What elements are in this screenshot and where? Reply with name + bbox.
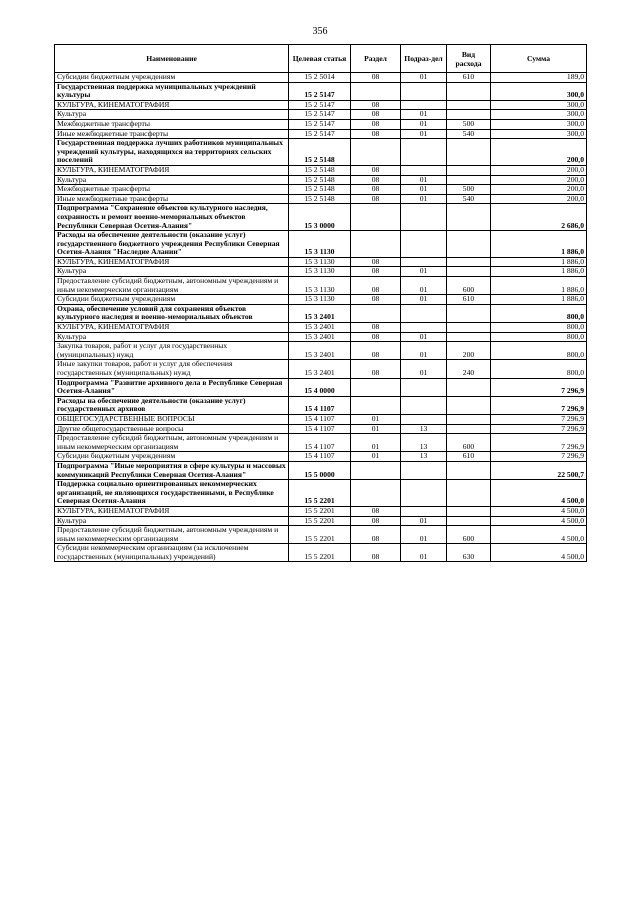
cell-section: 08 [351, 257, 401, 267]
cell-section: 01 [351, 434, 401, 452]
cell-subsection: 01 [401, 526, 447, 544]
cell-target-article: 15 5 2201 [289, 516, 351, 526]
cell-target-article: 15 5 2201 [289, 544, 351, 562]
table-row [55, 506, 587, 516]
cell-subsection [401, 231, 447, 258]
table-row [55, 526, 587, 544]
cell-expense-type [447, 175, 491, 185]
cell-expense-type: 610 [447, 73, 491, 83]
cell-sum: 300,0 [491, 129, 587, 139]
cell-sum: 189,0 [491, 73, 587, 83]
cell-expense-type [447, 165, 491, 175]
cell-subsection [401, 82, 447, 100]
cell-subsection [401, 204, 447, 231]
cell-expense-type [447, 110, 491, 120]
cell-expense-type: 610 [447, 295, 491, 305]
cell-sum: 4 500,0 [491, 526, 587, 544]
cell-name: КУЛЬТУРА, КИНЕМАТОГРАФИЯ [55, 323, 289, 333]
cell-target-article: 15 3 1130 [289, 295, 351, 305]
cell-section [351, 378, 401, 396]
cell-subsection: 01 [401, 110, 447, 120]
cell-section [351, 204, 401, 231]
table-row [55, 204, 587, 231]
cell-section: 08 [351, 323, 401, 333]
header-section: Раздел [351, 45, 401, 73]
cell-section: 08 [351, 175, 401, 185]
cell-name: Предоставление субсидий бюджетным, автономным учреждениям и иным некоммерческим организациям [55, 434, 289, 452]
cell-expense-type: 200 [447, 342, 491, 360]
cell-sum: 200,0 [491, 165, 587, 175]
table-row [55, 185, 587, 195]
cell-subsection [401, 139, 447, 166]
table-row [55, 267, 587, 277]
cell-subsection [401, 480, 447, 507]
cell-section: 01 [351, 424, 401, 434]
table-row [55, 277, 587, 295]
cell-sum: 300,0 [491, 82, 587, 100]
cell-sum: 7 296,9 [491, 396, 587, 414]
cell-expense-type: 600 [447, 526, 491, 544]
cell-target-article: 15 5 2201 [289, 526, 351, 544]
cell-sum: 7 296,9 [491, 452, 587, 462]
cell-name: КУЛЬТУРА, КИНЕМАТОГРАФИЯ [55, 100, 289, 110]
cell-section: 08 [351, 194, 401, 204]
cell-section: 08 [351, 342, 401, 360]
table-row [55, 414, 587, 424]
cell-section: 01 [351, 452, 401, 462]
cell-expense-type [447, 267, 491, 277]
cell-section [351, 480, 401, 507]
cell-expense-type [447, 139, 491, 166]
cell-section: 08 [351, 277, 401, 295]
cell-expense-type [447, 100, 491, 110]
table-header-row [55, 45, 587, 73]
cell-sum: 1 886,0 [491, 267, 587, 277]
header-name: Наименование [55, 45, 289, 73]
cell-subsection [401, 506, 447, 516]
cell-expense-type: 630 [447, 544, 491, 562]
cell-name: Культура [55, 332, 289, 342]
cell-expense-type: 610 [447, 452, 491, 462]
cell-target-article: 15 4 1107 [289, 424, 351, 434]
cell-section: 08 [351, 185, 401, 195]
cell-target-article: 15 2 5148 [289, 139, 351, 166]
cell-subsection: 01 [401, 73, 447, 83]
cell-target-article: 15 4 1107 [289, 452, 351, 462]
table-row [55, 257, 587, 267]
cell-subsection: 01 [401, 544, 447, 562]
cell-name: Расходы на обеспечение деятельности (оказание услуг) государственных архивов [55, 396, 289, 414]
cell-expense-type [447, 506, 491, 516]
cell-target-article: 15 3 2401 [289, 304, 351, 322]
cell-sum: 1 886,0 [491, 231, 587, 258]
cell-section: 08 [351, 165, 401, 175]
cell-name: Предоставление субсидий бюджетным, автономным учреждениям и иным некоммерческим организациям [55, 526, 289, 544]
cell-subsection: 01 [401, 175, 447, 185]
cell-target-article: 15 4 0000 [289, 378, 351, 396]
cell-target-article: 15 5 0000 [289, 461, 351, 479]
cell-subsection: 01 [401, 277, 447, 295]
cell-sum: 300,0 [491, 119, 587, 129]
table-row [55, 342, 587, 360]
cell-expense-type [447, 231, 491, 258]
table-row [55, 231, 587, 258]
header-expense-type: Вид расхода [447, 45, 491, 73]
header-subsection: Подраз-дел [401, 45, 447, 73]
cell-section: 08 [351, 73, 401, 83]
cell-target-article: 15 3 1130 [289, 267, 351, 277]
cell-subsection: 01 [401, 516, 447, 526]
cell-sum: 1 886,0 [491, 277, 587, 295]
cell-expense-type [447, 414, 491, 424]
cell-sum: 800,0 [491, 360, 587, 378]
cell-section: 08 [351, 544, 401, 562]
cell-sum: 22 500,7 [491, 461, 587, 479]
cell-name: Межбюджетные трансферты [55, 185, 289, 195]
cell-target-article: 15 2 5014 [289, 73, 351, 83]
cell-section: 08 [351, 119, 401, 129]
cell-expense-type: 600 [447, 277, 491, 295]
cell-expense-type [447, 424, 491, 434]
cell-name: Культура [55, 516, 289, 526]
table-row [55, 175, 587, 185]
cell-subsection: 13 [401, 424, 447, 434]
header-sum: Сумма [491, 45, 587, 73]
budget-table [54, 44, 587, 562]
table-row [55, 452, 587, 462]
cell-expense-type: 500 [447, 119, 491, 129]
cell-section: 08 [351, 506, 401, 516]
table-row [55, 544, 587, 562]
cell-subsection [401, 323, 447, 333]
table-row [55, 396, 587, 414]
cell-expense-type [447, 516, 491, 526]
table-row [55, 73, 587, 83]
cell-name: Предоставление субсидий бюджетным, автономным учреждениям и иным некоммерческим организациям [55, 277, 289, 295]
cell-target-article: 15 2 5148 [289, 165, 351, 175]
table-row [55, 139, 587, 166]
cell-subsection [401, 414, 447, 424]
cell-expense-type: 540 [447, 194, 491, 204]
cell-subsection [401, 304, 447, 322]
cell-name: Иные закупки товаров, работ и услуг для обеспечения государственных (муниципальных) нужд [55, 360, 289, 378]
cell-expense-type [447, 82, 491, 100]
page-number: 356 [312, 26, 328, 37]
table-row [55, 82, 587, 100]
table-row [55, 165, 587, 175]
cell-target-article: 15 3 1130 [289, 277, 351, 295]
cell-expense-type [447, 461, 491, 479]
cell-subsection: 01 [401, 119, 447, 129]
table-row [55, 516, 587, 526]
cell-sum: 800,0 [491, 332, 587, 342]
cell-subsection: 01 [401, 295, 447, 305]
cell-sum: 7 296,9 [491, 434, 587, 452]
cell-name: Подпрограмма "Сохранение объектов культурного наследия, сохранность и ремонт военно-мемориальных объектов Республики Северная Осетия-Алания" [55, 204, 289, 231]
cell-target-article: 15 2 5148 [289, 194, 351, 204]
cell-target-article: 15 2 5147 [289, 110, 351, 120]
cell-name: Субсидии бюджетным учреждениям [55, 73, 289, 83]
cell-name: Подпрограмма "Иные мероприятия в сфере культуры и массовых коммуникаций Республики Северная Осетия-Алания" [55, 461, 289, 479]
cell-target-article: 15 2 5147 [289, 82, 351, 100]
cell-sum: 1 886,0 [491, 295, 587, 305]
cell-section: 08 [351, 267, 401, 277]
cell-subsection [401, 257, 447, 267]
cell-target-article: 15 2 5147 [289, 119, 351, 129]
cell-subsection: 01 [401, 332, 447, 342]
cell-sum: 7 296,9 [491, 378, 587, 396]
table-row [55, 119, 587, 129]
cell-target-article: 15 4 1107 [289, 414, 351, 424]
table-row [55, 480, 587, 507]
cell-section [351, 396, 401, 414]
cell-target-article: 15 3 0000 [289, 204, 351, 231]
cell-name: Расходы на обеспечение деятельности (оказание услуг) государственного бюджетного учреждения Республики Северная Осетия-Алания "Наследие Алании" [55, 231, 289, 258]
cell-section: 08 [351, 295, 401, 305]
cell-sum: 1 886,0 [491, 257, 587, 267]
cell-sum: 200,0 [491, 194, 587, 204]
table-row [55, 461, 587, 479]
cell-section: 08 [351, 129, 401, 139]
header-target-article: Целевая статья [289, 45, 351, 73]
table-row [55, 194, 587, 204]
cell-target-article: 15 4 1107 [289, 434, 351, 452]
cell-subsection [401, 461, 447, 479]
table-row [55, 129, 587, 139]
cell-target-article: 15 2 5148 [289, 175, 351, 185]
cell-target-article: 15 4 1107 [289, 396, 351, 414]
cell-subsection: 13 [401, 434, 447, 452]
cell-section: 08 [351, 516, 401, 526]
cell-name: КУЛЬТУРА, КИНЕМАТОГРАФИЯ [55, 165, 289, 175]
cell-subsection: 01 [401, 342, 447, 360]
cell-sum: 300,0 [491, 100, 587, 110]
cell-name: Закупка товаров, работ и услуг для государственных (муниципальных) нужд [55, 342, 289, 360]
cell-name: Поддержка социально ориентированных некоммерческих организаций, не являющихся государственными, в Республике Северная Осетия-Алания [55, 480, 289, 507]
cell-section [351, 139, 401, 166]
cell-expense-type: 500 [447, 185, 491, 195]
cell-target-article: 15 3 2401 [289, 360, 351, 378]
cell-name: Субсидии бюджетным учреждениям [55, 295, 289, 305]
cell-subsection [401, 165, 447, 175]
cell-subsection [401, 378, 447, 396]
cell-name: Культура [55, 175, 289, 185]
cell-sum: 7 296,9 [491, 414, 587, 424]
cell-section: 08 [351, 100, 401, 110]
cell-expense-type: 240 [447, 360, 491, 378]
table-row [55, 295, 587, 305]
cell-section [351, 304, 401, 322]
cell-sum: 2 686,0 [491, 204, 587, 231]
table-body [55, 73, 587, 562]
cell-name: Государственная поддержка лучших работников муниципальных учреждений культуры, находящихся на территориях сельских поселений [55, 139, 289, 166]
cell-sum: 800,0 [491, 304, 587, 322]
table-row [55, 434, 587, 452]
table-row [55, 378, 587, 396]
table-row [55, 323, 587, 333]
cell-expense-type [447, 480, 491, 507]
cell-name: Субсидии некоммерческим организациям (за исключением государственных (муниципальных) учреждений) [55, 544, 289, 562]
cell-section: 08 [351, 332, 401, 342]
cell-section: 08 [351, 110, 401, 120]
cell-name: Охрана, обеспечение условий для сохранения объектов культурного наследия и военно-мемориальных объектов [55, 304, 289, 322]
cell-name: Межбюджетные трансферты [55, 119, 289, 129]
cell-sum: 4 500,0 [491, 516, 587, 526]
cell-expense-type [447, 257, 491, 267]
table-row [55, 360, 587, 378]
cell-expense-type: 540 [447, 129, 491, 139]
cell-section: 08 [351, 360, 401, 378]
cell-target-article: 15 3 2401 [289, 342, 351, 360]
cell-subsection [401, 396, 447, 414]
cell-section [351, 231, 401, 258]
table-row [55, 304, 587, 322]
cell-expense-type [447, 323, 491, 333]
cell-target-article: 15 3 1130 [289, 257, 351, 267]
cell-name: Другие общегосударственные вопросы [55, 424, 289, 434]
cell-name: Подпрограмма "Развитие архивного дела в Республике Северная Осетия-Алания" [55, 378, 289, 396]
cell-name: КУЛЬТУРА, КИНЕМАТОГРАФИЯ [55, 506, 289, 516]
cell-target-article: 15 2 5147 [289, 100, 351, 110]
cell-subsection: 01 [401, 185, 447, 195]
cell-sum: 300,0 [491, 110, 587, 120]
cell-target-article: 15 2 5147 [289, 129, 351, 139]
cell-name: Субсидии бюджетным учреждениям [55, 452, 289, 462]
cell-sum: 4 500,0 [491, 480, 587, 507]
cell-expense-type [447, 396, 491, 414]
cell-name: Иные межбюджетные трансферты [55, 194, 289, 204]
cell-expense-type [447, 204, 491, 231]
cell-section [351, 461, 401, 479]
cell-name: Культура [55, 267, 289, 277]
cell-subsection: 01 [401, 194, 447, 204]
cell-subsection: 01 [401, 129, 447, 139]
cell-target-article: 15 2 5148 [289, 185, 351, 195]
cell-sum: 4 500,0 [491, 506, 587, 516]
cell-subsection: 01 [401, 267, 447, 277]
table-row [55, 424, 587, 434]
cell-name: Культура [55, 110, 289, 120]
cell-target-article: 15 3 1130 [289, 231, 351, 258]
cell-subsection: 13 [401, 452, 447, 462]
table-row [55, 100, 587, 110]
cell-name: Иные межбюджетные трансферты [55, 129, 289, 139]
cell-section [351, 82, 401, 100]
cell-target-article: 15 3 2401 [289, 323, 351, 333]
cell-sum: 7 296,9 [491, 424, 587, 434]
cell-target-article: 15 5 2201 [289, 480, 351, 507]
cell-name: ОБЩЕГОСУДАРСТВЕННЫЕ ВОПРОСЫ [55, 414, 289, 424]
cell-sum: 200,0 [491, 175, 587, 185]
cell-subsection: 01 [401, 360, 447, 378]
cell-section: 01 [351, 414, 401, 424]
cell-sum: 4 500,0 [491, 544, 587, 562]
cell-name: КУЛЬТУРА, КИНЕМАТОГРАФИЯ [55, 257, 289, 267]
cell-sum: 200,0 [491, 139, 587, 166]
cell-expense-type [447, 332, 491, 342]
table-row [55, 332, 587, 342]
cell-sum: 200,0 [491, 185, 587, 195]
cell-expense-type [447, 378, 491, 396]
cell-expense-type [447, 304, 491, 322]
cell-section: 08 [351, 526, 401, 544]
cell-sum: 800,0 [491, 342, 587, 360]
cell-target-article: 15 5 2201 [289, 506, 351, 516]
cell-name: Государственная поддержка муниципальных учреждений культуры [55, 82, 289, 100]
table-row [55, 110, 587, 120]
cell-expense-type: 600 [447, 434, 491, 452]
cell-target-article: 15 3 2401 [289, 332, 351, 342]
cell-subsection [401, 100, 447, 110]
cell-sum: 800,0 [491, 323, 587, 333]
